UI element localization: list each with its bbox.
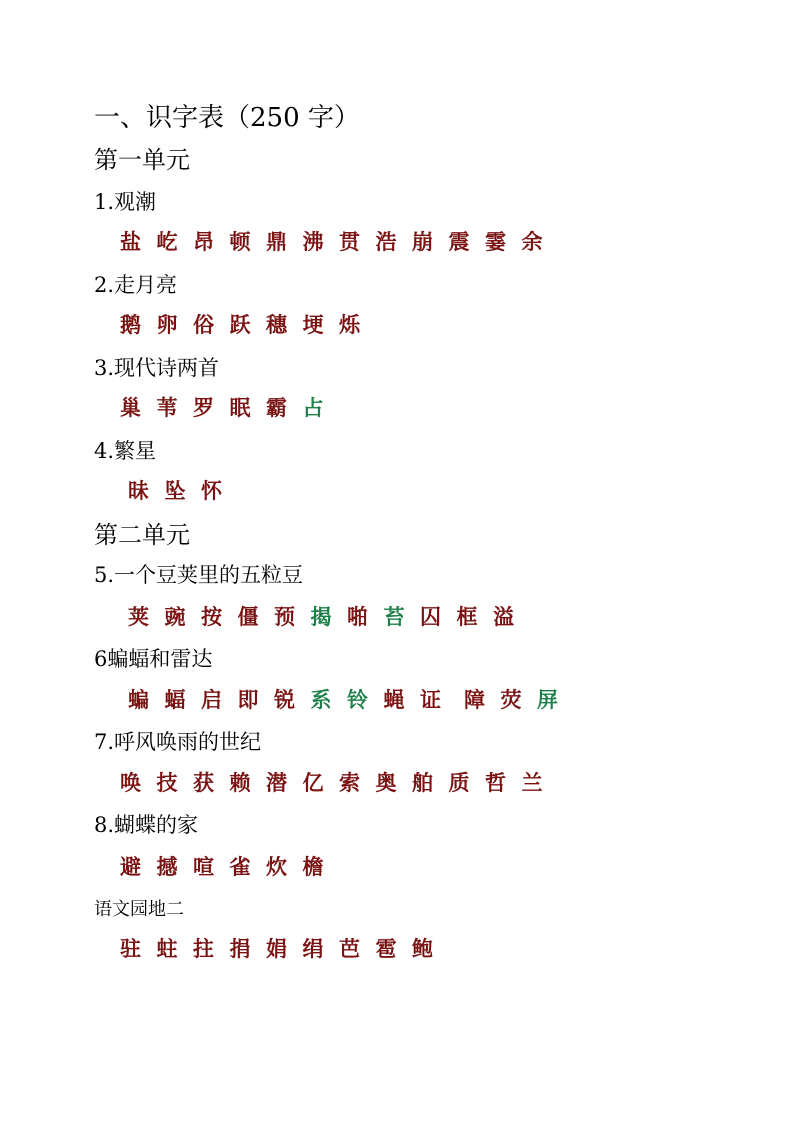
vocab-char: 证 — [420, 687, 441, 712]
vocab-char: 蝙 — [128, 687, 149, 712]
vocab-char: 霎 — [485, 229, 506, 254]
vocab-char: 舶 — [412, 770, 433, 795]
vocab-char: 崩 — [412, 229, 433, 254]
vocab-char: 屹 — [156, 229, 178, 254]
vocab-char: 荧 — [500, 687, 522, 712]
char-list — [120, 768, 558, 798]
vocab-char: 赖 — [229, 770, 251, 795]
vocab-char: 质 — [448, 770, 470, 795]
vocab-char: 啪 — [347, 604, 368, 629]
vocab-char: 系 — [310, 687, 332, 712]
vocab-char: 烁 — [339, 312, 360, 337]
vocab-char: 僵 — [237, 604, 259, 629]
vocab-char: 檐 — [302, 854, 324, 879]
vocab-char: 蛀 — [156, 936, 178, 961]
vocab-char: 罗 — [193, 395, 214, 420]
vocab-char: 贯 — [339, 229, 360, 254]
vocab-char: 余 — [521, 229, 543, 254]
vocab-char: 鹅 — [120, 312, 141, 337]
vocab-char: 亿 — [302, 770, 324, 795]
page-title: 一、识字表（250 字） — [94, 103, 360, 133]
vocab-char: 启 — [201, 687, 222, 712]
vocab-char: 顿 — [229, 229, 251, 254]
lesson-title: 1.观潮 — [94, 190, 157, 214]
unit-title-1: 第一单元 — [94, 146, 190, 174]
vocab-char: 苔 — [383, 604, 405, 629]
char-list — [128, 602, 530, 632]
lesson-title: 7.呼风唤雨的世纪 — [94, 730, 262, 754]
lesson-title: 语文园地二 — [94, 899, 184, 920]
vocab-char: 占 — [302, 395, 324, 420]
vocab-char: 霸 — [266, 395, 287, 420]
vocab-char: 按 — [201, 604, 222, 629]
vocab-char: 盐 — [120, 229, 141, 254]
vocab-char: 预 — [274, 604, 295, 629]
vocab-char: 浩 — [375, 229, 397, 254]
vocab-char: 锐 — [274, 687, 295, 712]
vocab-char: 豌 — [164, 604, 186, 629]
vocab-char: 震 — [448, 229, 470, 254]
vocab-char: 唤 — [120, 770, 141, 795]
vocab-char: 绢 — [302, 936, 324, 961]
char-list — [120, 393, 339, 423]
char-list — [128, 476, 238, 506]
vocab-char: 捐 — [229, 936, 251, 961]
vocab-char: 喧 — [193, 854, 214, 879]
vocab-char: 蝇 — [383, 687, 405, 712]
vocab-char: 坠 — [164, 478, 186, 503]
lesson-title: 5.一个豆荚里的五粒豆 — [94, 563, 304, 587]
vocab-char: 驻 — [120, 936, 141, 961]
vocab-char: 框 — [456, 604, 478, 629]
lesson-title: 4.繁星 — [94, 439, 157, 463]
vocab-char: 炊 — [266, 854, 287, 879]
vocab-char: 铃 — [347, 687, 368, 712]
vocab-char: 蝠 — [164, 687, 186, 712]
lesson-title: 2.走月亮 — [94, 273, 178, 297]
vocab-char: 屏 — [537, 687, 558, 712]
vocab-char: 沸 — [302, 229, 324, 254]
vocab-char: 拄 — [193, 936, 214, 961]
vocab-char: 鼎 — [266, 229, 287, 254]
vocab-char: 雀 — [229, 854, 251, 879]
vocab-char: 即 — [237, 687, 259, 712]
vocab-char: 奥 — [375, 770, 397, 795]
vocab-char: 昂 — [193, 229, 214, 254]
vocab-char: 穗 — [266, 312, 287, 337]
vocab-char: 溢 — [493, 604, 514, 629]
vocab-char: 哲 — [485, 770, 506, 795]
vocab-char: 昧 — [128, 478, 149, 503]
vocab-char: 巢 — [120, 395, 141, 420]
unit-title-2: 第二单元 — [94, 521, 190, 549]
char-list — [120, 934, 449, 964]
vocab-char: 揭 — [310, 604, 332, 629]
vocab-char: 获 — [193, 770, 214, 795]
vocab-char: 埂 — [302, 312, 324, 337]
vocab-char: 技 — [156, 770, 178, 795]
vocab-char: 雹 — [375, 936, 397, 961]
char-list — [120, 310, 376, 340]
char-list — [120, 227, 558, 257]
vocab-char: 娟 — [266, 936, 287, 961]
vocab-char: 苇 — [156, 395, 178, 420]
vocab-char: 俗 — [193, 312, 214, 337]
vocab-char: 撼 — [156, 854, 178, 879]
vocab-char: 障 — [464, 687, 485, 712]
vocab-char: 荚 — [128, 604, 149, 629]
char-list — [128, 685, 574, 715]
vocab-char: 囚 — [420, 604, 441, 629]
vocab-char: 避 — [120, 854, 141, 879]
lesson-title: 8.蝴蝶的家 — [94, 813, 199, 837]
vocab-char: 索 — [339, 770, 360, 795]
char-list — [120, 852, 339, 882]
lesson-title: 3.现代诗两首 — [94, 356, 220, 380]
vocab-char: 卵 — [156, 312, 178, 337]
vocab-char: 怀 — [201, 478, 222, 503]
vocab-char: 兰 — [521, 770, 543, 795]
vocab-char: 跃 — [229, 312, 251, 337]
vocab-char: 鲍 — [412, 936, 433, 961]
vocab-char: 眠 — [229, 395, 251, 420]
vocab-char: 潜 — [266, 770, 287, 795]
lesson-title: 6蝙蝠和雷达 — [94, 647, 213, 671]
vocab-char: 芭 — [339, 936, 360, 961]
